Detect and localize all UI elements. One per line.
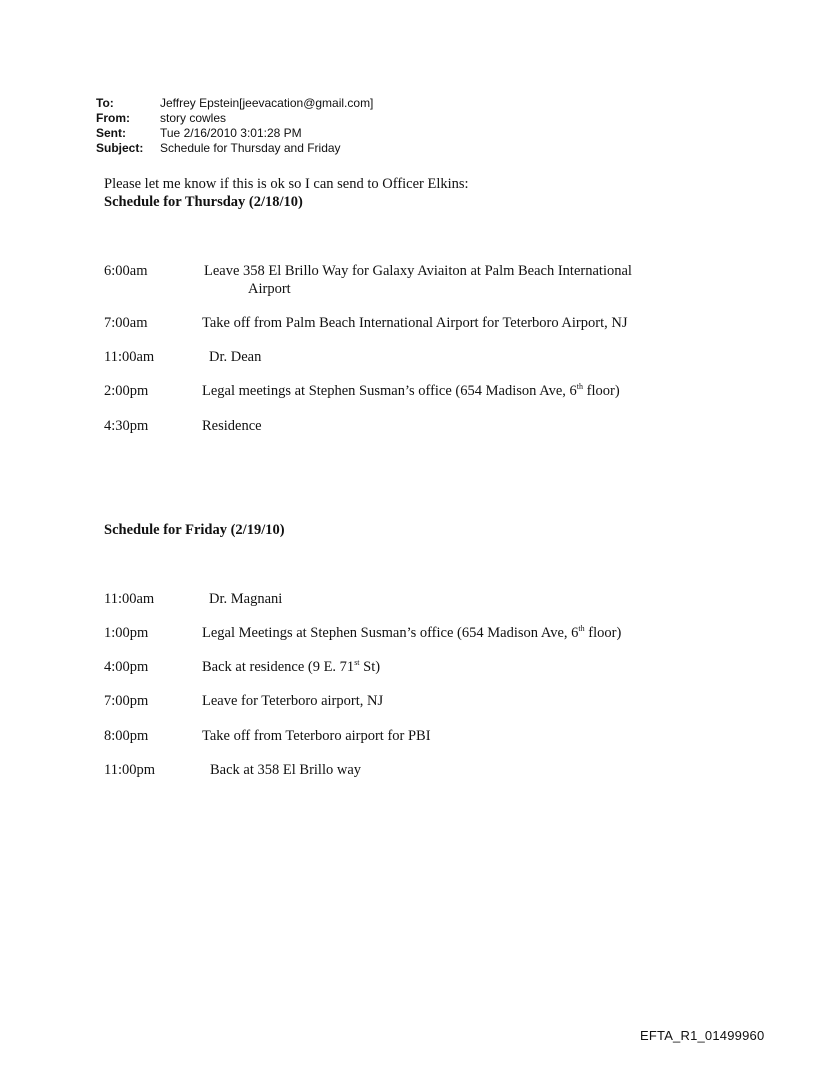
thursday-item-1 <box>104 262 724 298</box>
thursday-item-2 <box>104 314 724 332</box>
friday-item-4 <box>104 692 724 710</box>
thursday-item-3-description: Dr. Dean <box>209 349 262 365</box>
friday-item-5-description: Take off from Teterboro airport for PBI <box>202 728 431 744</box>
header-sent-row <box>96 126 373 141</box>
sent-value: Tue 2/16/2010 3:01:28 PM <box>160 126 302 140</box>
document-id: EFTA_R1_01499960 <box>640 1028 765 1043</box>
friday-item-3-description-after: St) <box>359 659 381 675</box>
thursday-item-4-description-after: floor) <box>583 383 620 399</box>
thursday-item-5-time: 4:30pm <box>104 418 149 434</box>
friday-item-1-description: Dr. Magnani <box>209 591 283 607</box>
thursday-item-4 <box>104 382 724 400</box>
thursday-schedule-heading: Schedule for Thursday (2/18/10) <box>104 194 303 210</box>
thursday-item-4-description-before: Legal meetings at Stephen Susman’s office (654 Madison Ave, 6 <box>202 383 577 399</box>
thursday-item-4-ordinal-suffix: th <box>576 382 584 392</box>
friday-item-3-description-before: Back at residence (9 E. 71 <box>202 659 355 675</box>
friday-item-5 <box>104 727 724 745</box>
from-label: From: <box>96 111 130 125</box>
friday-item-1-time: 11:00am <box>104 591 155 607</box>
header-from-row <box>96 111 373 126</box>
friday-item-1 <box>104 590 724 608</box>
from-value: story cowles <box>160 111 227 125</box>
thursday-item-1-description-continued: Airport <box>248 281 291 297</box>
friday-item-4-time: 7:00pm <box>104 693 149 709</box>
to-label: To: <box>96 96 114 110</box>
thursday-item-2-description: Take off from Palm Beach International Airport for Teterboro Airport, NJ <box>202 315 628 331</box>
friday-item-5-time: 8:00pm <box>104 728 149 744</box>
thursday-item-4-description <box>202 382 620 400</box>
thursday-item-2-time: 7:00am <box>104 315 148 331</box>
thursday-item-5 <box>104 417 724 435</box>
thursday-item-1-time: 6:00am <box>104 263 148 279</box>
sent-label: Sent: <box>96 126 126 140</box>
email-header <box>96 96 373 156</box>
thursday-item-3 <box>104 348 724 366</box>
friday-item-2-description-before: Legal Meetings at Stephen Susman’s office (654 Madison Ave, 6 <box>202 625 579 641</box>
subject-label: Subject: <box>96 141 144 155</box>
friday-item-3-time: 4:00pm <box>104 659 149 675</box>
friday-item-6-description: Back at 358 El Brillo way <box>210 762 362 778</box>
friday-item-3 <box>104 658 724 676</box>
friday-item-2-description <box>202 624 621 642</box>
friday-item-3-description <box>202 658 380 676</box>
thursday-item-4-time: 2:00pm <box>104 383 149 399</box>
friday-item-4-description: Leave for Teterboro airport, NJ <box>202 693 384 709</box>
friday-item-6-time: 11:00pm <box>104 762 156 778</box>
friday-item-6 <box>104 761 724 779</box>
friday-item-2-time: 1:00pm <box>104 625 149 641</box>
thursday-item-3-time: 11:00am <box>104 349 155 365</box>
header-to-row <box>96 96 373 111</box>
friday-item-2-ordinal-suffix: th <box>578 624 585 634</box>
to-value: Jeffrey Epstein[jeevacation@gmail.com] <box>160 96 374 110</box>
header-subject-row <box>96 141 373 156</box>
friday-item-2 <box>104 624 724 642</box>
friday-item-2-description-after: floor) <box>584 625 622 641</box>
subject-value: Schedule for Thursday and Friday <box>160 141 341 155</box>
friday-schedule-heading: Schedule for Friday (2/19/10) <box>104 522 285 538</box>
friday-item-3-ordinal-suffix: st <box>354 658 360 668</box>
intro-text: Please let me know if this is ok so I can send to Officer Elkins: <box>104 176 469 192</box>
thursday-item-5-description: Residence <box>202 418 262 434</box>
thursday-item-1-description: Leave 358 El Brillo Way for Galaxy Aviaiton at Palm Beach International <box>204 263 632 279</box>
